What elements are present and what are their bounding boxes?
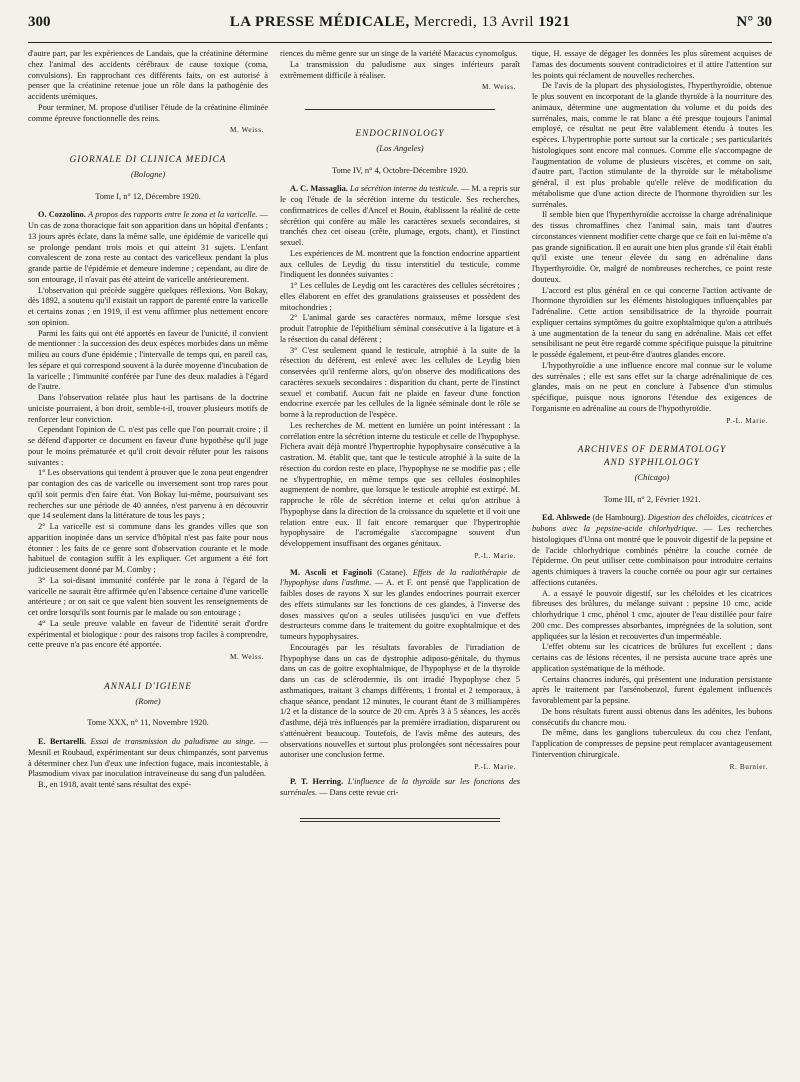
signature: M. Weiss. (481, 83, 516, 92)
article (280, 184, 520, 249)
page-header (28, 14, 772, 43)
article-city: (Catane). (377, 567, 408, 577)
paragraph: De l'avis de la plupart des physiologistes, l'hyperthyroïdie, obtenue le plus souvent en incorporant de la glande thyroïde à la nourriture des animaux, détermine une augmentation du volume et du poids des surrénales, mais, comme le rat blanc a été presque toujours l'animal employé, ce résultat ne peut être valablement étendu à toutes les espèces. L'hypertrophie porte surtout sur la corticale ; ses particularités histologiques sont encore mal connues. Comme elle s'accompagne de l'augmentation de volume de plusieurs viscères, et comme on sait, d'autre part, l'action stimulante de la thyroïde sur le métabolisme général, il est plus probable qu'elle relève de modification du métabolisme que d'une action directe de l'hormone thyroïdien sur les surrénales. (532, 81, 772, 209)
page-end-rule (300, 818, 500, 822)
section-title: GIORNALE DI CLINICA MEDICA (69, 154, 227, 164)
paragraph: Cependant l'opinion de C. n'est pas celle que l'on pourrait croire ; il se défend d'apporter ce document en faveur d'une hypothèse qu'il juge pour le moins prématurée et qu'il croit devoir réfuter pour les raisons suivantes : (28, 425, 268, 467)
list-item: 3° La soi-disant immunité conférée par le zona à l'égard de la varicelle ne saurait être affirmée qu'en l'absence certaine d'une varicelle antérieure ; or on sait ce que valent bien souvent les renseignements de cet ordre lorsqu'ils sont fournis par le malade ou son entourage ; (28, 575, 268, 617)
paragraph: Il semble bien que l'hyperthyroïdie accroisse la charge adrénalinique des tissus chromaffines chez l'animal sain, mais tant d'autres circonstances viennent modifier cette charge que ce fait en lui-même n'a pas grande signification. Il en aurait une bien plus grande s'il était établi qu'il existe une teneur élevée du sang en adrénaline dans l'hyperthyroïdie. Or, malgré de nombreuses recherches, ce point reste douteux. (532, 210, 772, 284)
article-author: P. T. Herring. (290, 776, 344, 786)
paragraph: riences du même genre sur un singe de la variété Macacus cynomolgus. (280, 49, 518, 58)
paragraph: Dans l'observation relatée plus haut les partisans de la doctrine uniciste pourraient, à bon droit, semble-t-il, trouver plusieurs motifs de renforcer leur conviction. (28, 393, 268, 424)
section-city: (Rome) (135, 695, 161, 706)
article-text: — Mesnil et Roubaud, expérimentant sur deux chimpanzés, sont parvenus à déterminer chez l'un d'eux une infection fugace, mais incontestable, à Plasmodium vivax par inoculation intraveineuse du sang d'un paludéen. (28, 737, 269, 779)
article-city: (de Hambourg). (592, 513, 646, 523)
paragraph: L'accord est plus général en ce qui concerne l'action activante de l'hormone thyroïdien sur les éléments histologiques influençables par l'adrénaline. Cette action sensibilisatrice de la thyroïde pourrait expliquer certains symptômes du goitre exophtalmique qu'on a attribués à une augmentation de la teneur du sang en adrénaline. Mais cet effet sensibilisant ne peut être regardé comme spécifique puisque la pituitrine le possède également, et peut-être d'autres glandes encore. (532, 285, 772, 359)
paragraph: d'autre part, par les expériences de Landais, que la créatinine détermine chez l'animal des accidents cérébraux de cause toxique (coma, convulsions). En rapprochant ces différents faits, on est autorisé à penser que la créatinine retenue joue un rôle dans la pathogénie des accidents urémiques. (28, 49, 268, 101)
paragraph: L'effet obtenu sur les cicatrices de brûlures fut excellent ; dans certains cas de lésions récentes, il ne persista aucune trace après une application systématique de la méthode. (532, 642, 772, 673)
list-item: 2° L'animal garde ses caractères normaux, même lorsque s'est produit l'atrophie de l'épithélium séminal consécutive à la ligature et à la résection du canal déférent ; (280, 313, 520, 344)
article-title: Effets de la radiothérapie de l'hypophyse dans l'asthme. (280, 567, 520, 588)
paragraph: L'observation qui précède suggère quelques réflexions. Von Bokay, dès 1892, a soutenu qu'il existait un rapport de parenté entre la varicelle et certains zonas ; en 1919, il est venu affirmer plus nettement encore son opinion. (28, 285, 268, 327)
signature: P.-L. Marie. (474, 763, 516, 771)
article-author: M. Ascoli et Faginoli (290, 567, 372, 577)
article-text: — M. a repris sur le coq l'étude de la sécrétion interne du testicule. Ses recherches, confirmatrices de celles d'Ancel et Bouin, établissent la réalité de cette sécrétion qui confère au mâle les caractères sexuels secondaires, si tranchés chez cet oiseau (crête, plumage, ergots, chant), et l'instinct sexuel. (280, 184, 520, 247)
list-item: 3° C'est seulement quand le testicule, atrophié à la suite de la résection du déférent, est enlevé avec les cellules de Leydig bien conservées qu'il renferme alors, qu'on observe des modifications des caractères sexuels secondaires : disparition du chant, perte de l'instinct sexuel et combatif. Aucun fait ne plaide en faveur d'une fonction endocrine exercée par les cellules de la lignée séminale dont le rôle se borne à la reproduction de l'espèce. (280, 345, 520, 419)
paragraph: Pour terminer, M. propose d'utiliser l'étude de la créatinine éliminée comme épreuve fonctionnelle des reins. (28, 102, 268, 123)
article (28, 210, 268, 285)
article (532, 513, 772, 588)
article (280, 777, 520, 799)
column-2 (280, 49, 520, 822)
paragraph: L'hypothyroïdie a une influence encore mal connue sur le volume des surrénales ; elle est sans effet sur la charge adrénalinique de ces glandes, mais on ne peut en conclure à l'absence d'un stimulus spécifique, puisque nous ignorons l'étendue des exigences de l'organisme en adrénaline au cours de l'hypothyroïdie. (532, 360, 772, 413)
signature: P.-L. Marie. (474, 551, 516, 560)
paragraph: B., en 1918, avait tenté sans résultat des expé- (38, 780, 192, 789)
article (28, 737, 268, 780)
journal-header (98, 14, 702, 31)
signature: R. Burnier. (729, 762, 768, 771)
paragraph: Les expériences de M. montrent que la fonction endocrine appartient aux cellules de Leydig du tissu interstitiel du testicule, comme l'indiquent les données suivantes : (280, 248, 520, 280)
list-item: 1° Les observations qui tendent à prouver que le zona peut engendrer par contagion des cas de varicelle ou inversement sont trop rares pour qu'il soit permis d'en faire état. Von Bokay lui-même, poursuivant ses recherches sur une période de 40 années, n'est parvenu à en découvrir que 14 seulement dans la littérature de tous les pays ; (28, 468, 268, 521)
article-author: A. C. Massaglia. (290, 184, 348, 194)
issue-line: Tome IV, n° 4, Octobre-Décembre 1920. (331, 165, 469, 175)
article-title: Essai de transmission du paludisme au singe. (90, 737, 256, 746)
column-3 (532, 49, 772, 822)
section-title: ANNALI D'IGIENE (104, 680, 192, 691)
section-title-cont: AND SYPHILOLOGY (604, 457, 700, 467)
section-city: (Los Angeles) (376, 142, 424, 153)
article-title: L'influence de la thyroïde sur les fonctions des surrénales. (280, 776, 521, 797)
article-text: — Un cas de zona thoracique fait son apparition dans un hôpital d'enfants ; 13 jours après éclate, dans la même salle, une épidémie de varicelle qui se prolonge pendant trois mois et qui atteint 31 sujets. L'enfant convalescent de zona reste au contact des varicelleux pendant la plus grande partie de l'épidémie et demeure indemne ; cependant, au dire de son entourage, il n'avait pas été atteint de varicelle antérieurement. (28, 210, 268, 284)
section-title: ENDOCRINOLOGY (355, 128, 445, 138)
article-author: Ed. Ahlswede (542, 513, 591, 523)
paragraph: La transmission du paludisme aux singes inférieurs paraît extrêmement difficile à réaliser. (280, 59, 520, 80)
signature: M. Weiss. (229, 653, 264, 661)
journal-name: LA PRESSE MÉDICALE, (229, 14, 410, 30)
paragraph: Encouragés par les résultats favorables de l'irradiation de l'hypophyse dans un cas de dystrophie adiposo-génitale, du thymus dans un cas de goitre exophtalmique, de l'hypophyse et de la thyroïde dans un cas de sclérodermie, ils ont irradié l'hypophyse chez 5 asthmatiques, traitant 3 champs différents, 1 frontal et 2 temporaux, à chaque séance, pendant 12 minutes, le courant étant de 3 milliampères 1/2 et la distance de la source de 20 cm. Après 3 à 5 séances, les accès d'asthme, déjà très influencés par la première irradiation, disparurent ou s'atténuèrent beaucoup. Toutefois, de l'avis même des auteurs, des observations nouvelles et surtout plus prolongées sont nécessaires pour autoriser une conclusion ferme. (280, 642, 520, 760)
article-author: E. Bertarelli. (38, 737, 87, 746)
article-text: — Les recherches histologiques d'Unna ont montré que le pouvoir digestif de la pepsine et de l'acide chlorhydrique combinés pénètre la couche cornée de l'épiderme. On peut utiliser cette combinaison pour introduire certains agents chimiques à travers la couche cornée ou pour agir sur certaines affections cutanées. (532, 524, 772, 587)
issue-date: Mercredi, 13 Avril (414, 14, 534, 30)
section-city: (Bologne) (130, 168, 166, 179)
paragraph: Les recherches de M. mettent en lumière un point intéressant : la corrélation entre la sécrétion interne du testicule et celle de l'hypophyse. Fichera avait déjà montré l'hypertrophie hypophysaire consécutive à la castration. M. établit que, tant que le testicule atrophié à la suite de la résection du cordon reste en place, l'hypophyse ne se modifie pas ; elle ne s'hypertrophie, en même temps que ses cellules éosinophiles augmentent de nombre, que lorsque le testicule atrophié est extirpé. M. rapproche le rôle de sécrétion interne et celui qu'on attribue à l'hypophyse dans la direction de la croissance du squelette et il voit une relation entre eux. Il fait encore remarquer que l'hypertrophie hypophysaire de l'acromégalie s'accompagne souvent d'un développement insuffisant des organes génitaux. (280, 420, 520, 548)
article (280, 568, 520, 643)
issue-line: Tome XXX, n° 11, Novembre 1920. (87, 718, 209, 728)
issue-line: Tome III, n° 2, Février 1921. (603, 494, 701, 504)
issue-number: N° 30 (736, 14, 772, 30)
column-1 (28, 49, 268, 822)
list-item: 1° Les cellules de Leydig ont les caractères des cellules sécrétoires ; elles élaborent en effet des granulations graisseuses et possèdent des mitochondries ; (280, 281, 520, 312)
article-title: La sécrétion interne du testicule. (349, 184, 460, 194)
divider (305, 109, 495, 110)
issue-line: Tome I, n° 12, Décembre 1920. (95, 191, 201, 201)
article-text: — A. et F. ont pensé que l'application de faibles doses de rayons X sur les glandes endocrines pourrait exercer des effets stimulants sur les fonctions de ces glandes, à l'inverse des doses massives qu'on a seules utilisées jusqu'ici en vue d'effets destructeurs comme dans le traitement du goitre exophtalmique et des tumeurs hypophysaires. (280, 578, 520, 641)
article-columns (28, 49, 772, 822)
paragraph: Certains chancres indurés, qui présentent une induration persistante après le traitement par l'arsénobenzol, furent également influencés favorablement par la pepsine. (532, 674, 772, 705)
paragraph: De même, dans les ganglions tuberculeux du cou chez l'enfant, l'application de compresses de pepsine peut remplacer avantageusement l'intervention chirurgicale. (532, 728, 772, 759)
signature: M. Weiss. (229, 126, 264, 135)
section-city: (Chicago) (634, 471, 670, 482)
section-title: ARCHIVES OF DERMATOLOGY (577, 444, 727, 455)
article-text: — Dans cette revue cri- (319, 787, 399, 797)
page-number: 300 (28, 14, 51, 30)
list-item: 4° La seule preuve valable en faveur de l'identité serait d'ordre expérimental et biologique : pour des raisons trop faciles à comprendre, cette preuve n'a pas encore été apportée. (28, 618, 268, 650)
paragraph: tique, H. essaye de dégager les données les plus sûrement acquises de l'amas des documents souvent contradictoires et il attire l'attention sur les points qui réclament de nouvelles recherches. (532, 49, 772, 80)
list-item: 2° La varicelle est si commune dans les grandes villes que son apparition inopinée dans un service d'hôpital n'est pas faite pour nous étonner : les faits de ce genre sont d'observation courante et le mode habituel de contagion suffit à les expliquer. Cet argument a été fort judicieusement donné par M. Comby ; (28, 522, 268, 574)
paragraph: Parmi les faits qui ont été apportés en faveur de l'unicité, il convient de mentionner : la succession des deux espèces morbides dans un même milieu au cours d'une épidémie ; l'intervalle de temps qui, en pareil cas, les sépare et qui correspond souvent à la durée moyenne d'incubation de la varicelle ; l'immunité conférée par l'une des deux maladies à l'égard de l'autre. (28, 328, 268, 392)
article-author: O. Cozzolino. (38, 210, 86, 220)
paragraph: De bons résultats furent aussi obtenus dans les adénites, les bubons consécutifs du chancre mou. (532, 706, 772, 727)
paragraph: A. a essayé le pouvoir digestif, sur les chéloïdes et les cicatrices fibreuses des brûlures, du mélange suivant : pepsine 10 cmc, acide chlorhydrique 1 cmc, phénol 1 cmc, ajouter de l'eau distillée pour faire 200 cmc. Des compresses absorbantes, imprégnées de la solution, sont appliquées sur la lésion et recouvertes d'un imperméable. (532, 588, 772, 641)
article-title: A propos des rapports entre le zona et la varicelle. (88, 210, 258, 220)
article-title: Digestion des chéloïdes, cicatrices et bubons avec la pepsine-acide chlorhydrique. (532, 513, 772, 533)
issue-year: 1921 (538, 14, 571, 30)
signature: P.-L. Marie. (726, 416, 768, 425)
